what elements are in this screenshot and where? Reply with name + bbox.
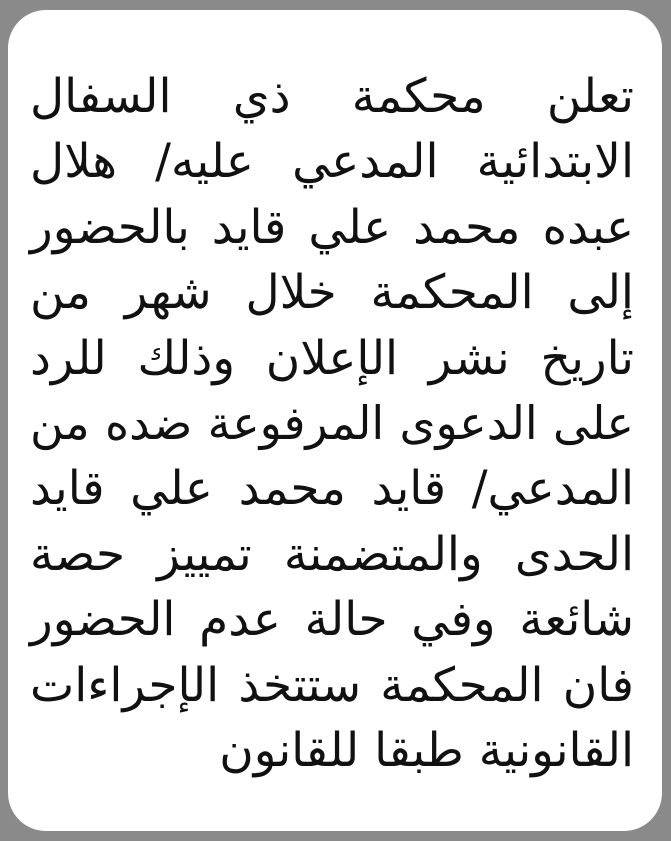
notice-line-2: الابتدائية المدعي عليه/ هلال: [30, 134, 634, 190]
notice-line-11: القانونية طبقا للقانون: [219, 723, 634, 779]
notice-line-10: فان المحكمة ستتخذ الإجراءات: [30, 657, 634, 713]
notice-line-5: تاريخ نشر الإعلان وذلك للرد: [30, 330, 634, 386]
notice-line-7: المدعي/ قايد محمد علي قايد: [30, 461, 634, 517]
court-notice-card: [8, 10, 662, 831]
notice-line-4: إلى المحكمة خلال شهر من: [30, 265, 634, 321]
notice-line-8: الحدى والمتضمنة تمييز حصة: [30, 526, 634, 582]
notice-line-6: على الدعوى المرفوعة ضده من: [30, 396, 634, 451]
notice-line-3: عبده محمد علي قايد بالحضور: [30, 199, 634, 255]
notice-line-9: شائعة وفي حالة عدم الحضور: [30, 592, 634, 648]
notice-line-1: تعلن محكمة ذي السفال: [30, 69, 634, 124]
